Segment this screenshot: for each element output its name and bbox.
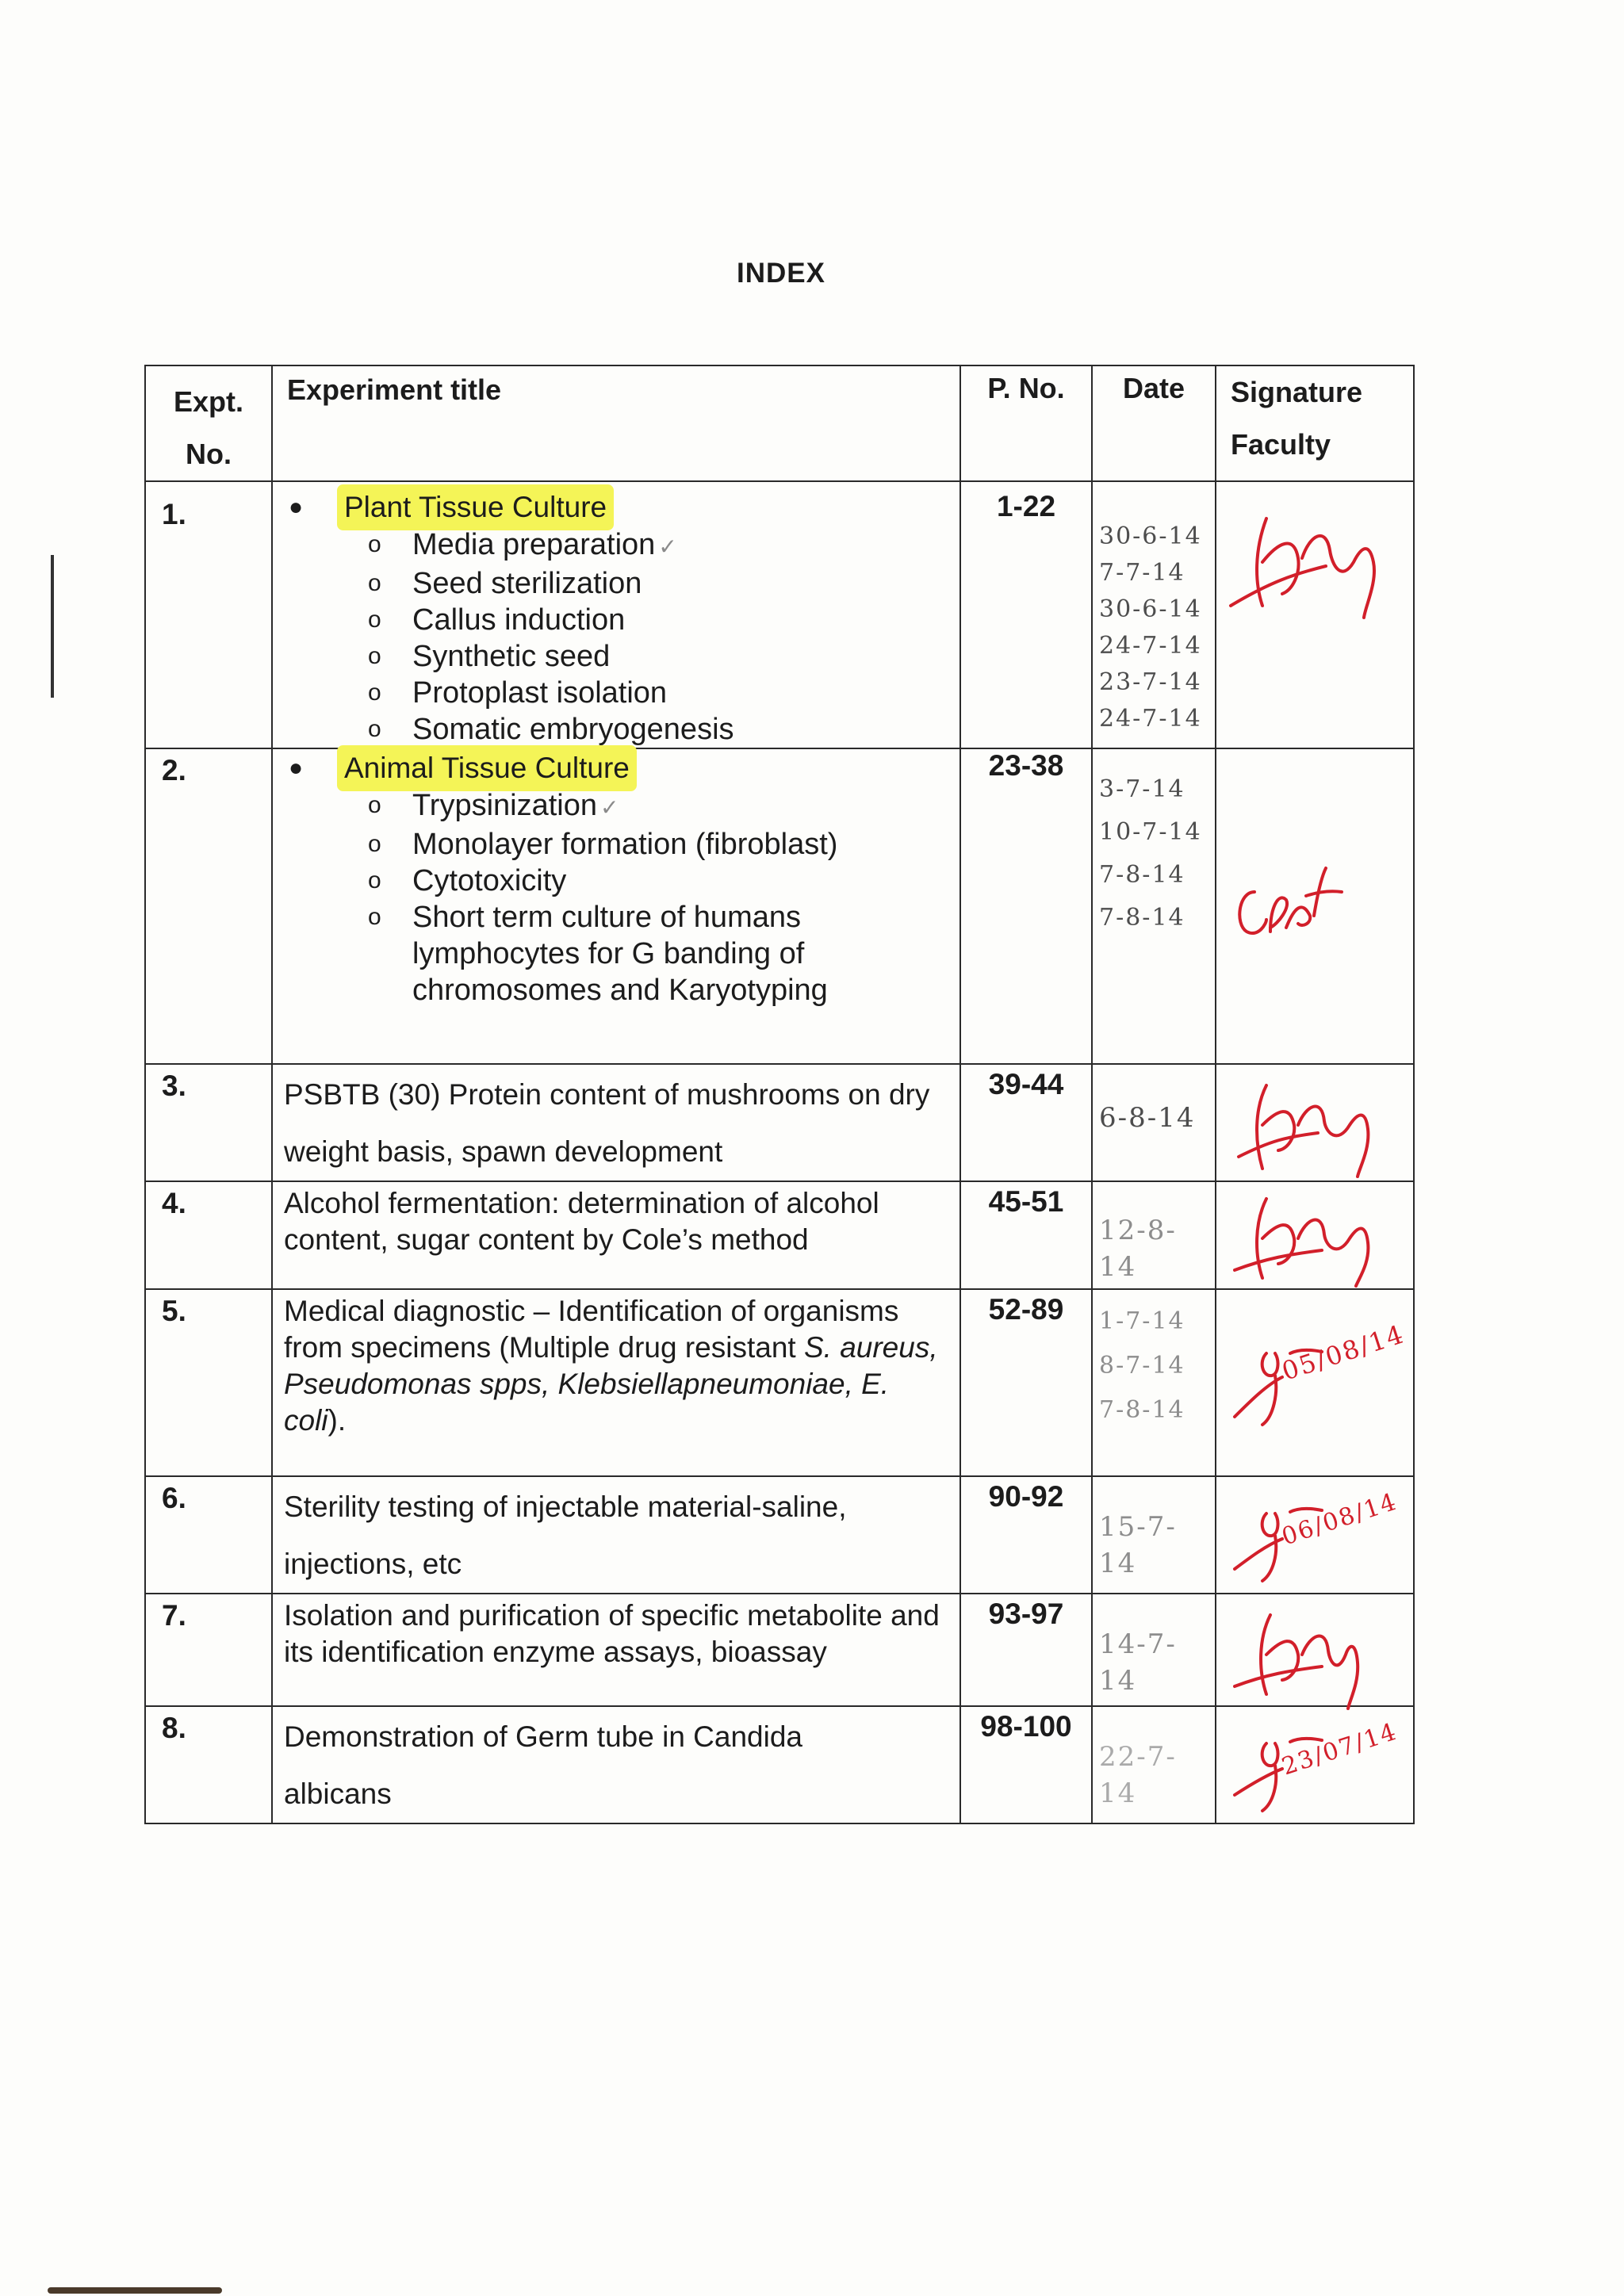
- list-item: [368, 675, 959, 711]
- row-number-text: 4.: [162, 1187, 186, 1219]
- list-item: [368, 711, 959, 748]
- item-label: Seed sterilization: [412, 567, 642, 600]
- row-title-cell: [272, 1064, 960, 1181]
- date-entry: 3-7-14: [1099, 775, 1185, 803]
- item-label: Trypsinization: [412, 789, 598, 822]
- row-number: [145, 481, 272, 748]
- date-entry: 6-8-14: [1099, 1102, 1196, 1134]
- date-cell: [1092, 481, 1216, 748]
- header-date: [1092, 365, 1216, 481]
- list-item: [368, 638, 959, 675]
- header-signature: [1216, 365, 1414, 481]
- page-range: 90-92: [988, 1480, 1064, 1513]
- circle-bullet-icon: o: [368, 607, 381, 633]
- page-range-cell: [960, 481, 1092, 748]
- date-entry: 7-8-14: [1099, 1396, 1185, 1424]
- subtopic-list: [273, 787, 959, 1008]
- row-number-text: 1.: [162, 498, 186, 530]
- page-title: INDEX: [737, 258, 825, 289]
- row-title-cell: [272, 481, 960, 748]
- row-title-cell: [272, 1181, 960, 1289]
- bullet-icon: ●: [289, 755, 304, 781]
- row-number-text: 3.: [162, 1070, 186, 1102]
- date-entry: 14-7-14: [1099, 1628, 1177, 1697]
- page-edge-mark: [51, 555, 54, 698]
- date-cell: [1092, 1289, 1216, 1476]
- signature-cell: [1216, 1476, 1414, 1594]
- experiment-title: Isolation and purification of specific metabolite and its identification enzyme assays, bioassay: [284, 1599, 940, 1668]
- circle-bullet-icon: o: [368, 570, 381, 596]
- page-range-cell: [960, 1289, 1092, 1476]
- date-entry: 30-6-14: [1099, 522, 1202, 550]
- row-number: [145, 748, 272, 1064]
- page-range-cell: [960, 1064, 1092, 1181]
- date-list: [1093, 749, 1215, 939]
- item-label: Cytotoxicity: [412, 864, 567, 897]
- page-range-cell: [960, 748, 1092, 1064]
- date-entry: 30-6-14: [1099, 595, 1202, 623]
- header-row: [145, 365, 1414, 481]
- handwritten-signature-icon: [1223, 1599, 1397, 1710]
- row-number: [145, 1594, 272, 1706]
- signature-cell: [1216, 748, 1414, 1064]
- circle-bullet-icon: o: [368, 679, 381, 706]
- circle-bullet-icon: o: [368, 643, 381, 669]
- header-expt-line1: Expt.: [173, 385, 243, 418]
- list-item: [368, 899, 856, 1008]
- item-label: Short term culture of humans lymphocytes for G banding of chromosomes and Karyotyping: [412, 901, 828, 1007]
- topic-label: Animal Tissue Culture: [341, 749, 633, 787]
- date-entry: 7-8-14: [1099, 904, 1185, 932]
- row-number: [145, 1289, 272, 1476]
- experiment-title: Sterility testing of injectable material-saline, injections, etc: [284, 1490, 847, 1580]
- page-range-cell: [960, 1181, 1092, 1289]
- table-row: [145, 1181, 1414, 1289]
- header-experiment-title: [272, 365, 960, 481]
- circle-bullet-icon: o: [368, 716, 381, 742]
- row-number-text: 8.: [162, 1712, 186, 1744]
- page-range-cell: [960, 1706, 1092, 1823]
- table-row: [145, 1476, 1414, 1594]
- date-list: [1093, 1290, 1215, 1433]
- signature-cell: [1216, 1181, 1414, 1289]
- row-number-text: 5.: [162, 1295, 186, 1327]
- list-item: [368, 602, 959, 638]
- date-cell: [1092, 1594, 1216, 1706]
- date-entry: 7-7-14: [1099, 559, 1185, 587]
- date-list: [1093, 1594, 1215, 1699]
- index-table: [144, 365, 1415, 1824]
- header-date-text: Date: [1122, 372, 1185, 404]
- table-row: [145, 1706, 1414, 1823]
- list-item: [368, 787, 959, 826]
- page-range: 98-100: [980, 1710, 1072, 1743]
- checkmark-icon: ✓: [658, 534, 677, 559]
- title-italic-part: S. aureus, Pseudomonas spps, Klebsiellapneumoniae, E. coli: [284, 1331, 938, 1437]
- experiment-title: PSBTB (30) Protein content of mushrooms on dry weight basis, spawn development: [284, 1078, 930, 1168]
- row-number: [145, 1181, 272, 1289]
- header-signature-line2: Faculty: [1231, 428, 1331, 461]
- row-title-cell: [272, 1476, 960, 1594]
- header-experiment-title-text: Experiment title: [287, 373, 502, 406]
- date-entry: 8-7-14: [1099, 1352, 1185, 1380]
- date-list: [1093, 1477, 1215, 1582]
- header-expt-no: [145, 365, 272, 481]
- row-number: [145, 1064, 272, 1181]
- table-row: [145, 481, 1414, 748]
- date-entry: 24-7-14: [1099, 705, 1202, 733]
- title-part: ).: [327, 1404, 347, 1437]
- date-cell: [1092, 1181, 1216, 1289]
- table-row: [145, 1289, 1414, 1476]
- checkmark-icon: ✓: [600, 795, 619, 820]
- row-number: [145, 1706, 272, 1823]
- experiment-title: Demonstration of Germ tube in Candida albicans: [284, 1720, 803, 1810]
- bullet-icon: ●: [289, 494, 304, 520]
- header-page-no-text: P. No.: [987, 372, 1065, 404]
- circle-bullet-icon: o: [368, 831, 381, 857]
- handwritten-signature-icon: [1223, 844, 1397, 1003]
- handwritten-signature-icon: [1223, 487, 1397, 645]
- item-label: Protoplast isolation: [412, 676, 668, 710]
- experiment-title: [273, 1290, 959, 1439]
- circle-bullet-icon: o: [368, 531, 381, 557]
- experiment-title: Alcohol fermentation: determination of alcohol content, sugar content by Cole’s method: [284, 1187, 879, 1256]
- item-label: Media preparation: [412, 528, 656, 561]
- row-title-cell: [272, 748, 960, 1064]
- row-number: [145, 1476, 272, 1594]
- date-cell: [1092, 1476, 1216, 1594]
- circle-bullet-icon: o: [368, 792, 381, 818]
- item-label: Callus induction: [412, 603, 626, 637]
- title-part: Medical diagnostic – Identification of organisms from specimens (Multiple drug resistant: [284, 1295, 899, 1364]
- list-item: [368, 863, 959, 899]
- signature-date: 05/08/14: [1278, 1318, 1408, 1387]
- row-title-cell: [272, 1706, 960, 1823]
- table-row: [145, 1594, 1414, 1706]
- circle-bullet-icon: o: [368, 867, 381, 894]
- table-row: [145, 748, 1414, 1064]
- subtopic-list: [273, 526, 959, 748]
- page-range: 93-97: [988, 1598, 1064, 1630]
- handwritten-signature-icon: [1223, 1187, 1397, 1290]
- row-number-text: 7.: [162, 1599, 186, 1632]
- item-label: Synthetic seed: [412, 640, 611, 673]
- page-range: 45-51: [988, 1185, 1064, 1218]
- list-item: [368, 565, 959, 602]
- signature-cell: [1216, 481, 1414, 748]
- page-range: 52-89: [988, 1293, 1064, 1326]
- item-label: Somatic embryogenesis: [412, 713, 734, 746]
- item-label: Monolayer formation (fibroblast): [412, 828, 838, 861]
- header-signature-line1: Signature: [1231, 376, 1363, 408]
- date-entry: 24-7-14: [1099, 632, 1202, 660]
- signature-cell: [1216, 1064, 1414, 1181]
- row-title-cell: [272, 1594, 960, 1706]
- date-list: [1093, 1707, 1215, 1812]
- date-entry: 1-7-14: [1099, 1307, 1185, 1335]
- date-entry: 12-8-14: [1099, 1215, 1177, 1283]
- row-number-text: 2.: [162, 754, 186, 786]
- topic-heading: [273, 482, 959, 526]
- date-entry: 22-7-14: [1099, 1741, 1177, 1809]
- page-range-cell: [960, 1594, 1092, 1706]
- signature-cell: [1216, 1289, 1414, 1476]
- page-range: 23-38: [988, 749, 1064, 782]
- signature-date: 23/07/14: [1278, 1717, 1401, 1781]
- page-range-cell: [960, 1476, 1092, 1594]
- list-item: [368, 526, 959, 565]
- header-expt-line2: No.: [186, 438, 232, 470]
- date-entry: 23-7-14: [1099, 668, 1202, 696]
- date-entry: 7-8-14: [1099, 861, 1185, 889]
- date-list: [1093, 1182, 1215, 1285]
- row-number-text: 6.: [162, 1482, 186, 1514]
- topic-heading: [273, 749, 959, 787]
- page-range: 1-22: [996, 490, 1056, 522]
- circle-bullet-icon: o: [368, 904, 381, 930]
- handwritten-signature-icon: [1223, 1070, 1397, 1181]
- page-range: 39-44: [988, 1068, 1064, 1100]
- date-list: [1093, 1065, 1215, 1136]
- signature-cell: [1216, 1706, 1414, 1823]
- signature-date: 06/08/14: [1278, 1487, 1401, 1552]
- date-list: [1093, 482, 1215, 737]
- row-title-cell: [272, 1289, 960, 1476]
- table-row: [145, 1064, 1414, 1181]
- header-page-no: [960, 365, 1092, 481]
- date-cell: [1092, 748, 1216, 1064]
- list-item: [368, 826, 959, 863]
- date-cell: [1092, 1706, 1216, 1823]
- page-edge-mark: [48, 2287, 222, 2294]
- date-cell: [1092, 1064, 1216, 1181]
- signature-cell: [1216, 1594, 1414, 1706]
- date-entry: 15-7-14: [1099, 1511, 1177, 1579]
- topic-label: Plant Tissue Culture: [341, 488, 610, 526]
- date-entry: 10-7-14: [1099, 818, 1202, 846]
